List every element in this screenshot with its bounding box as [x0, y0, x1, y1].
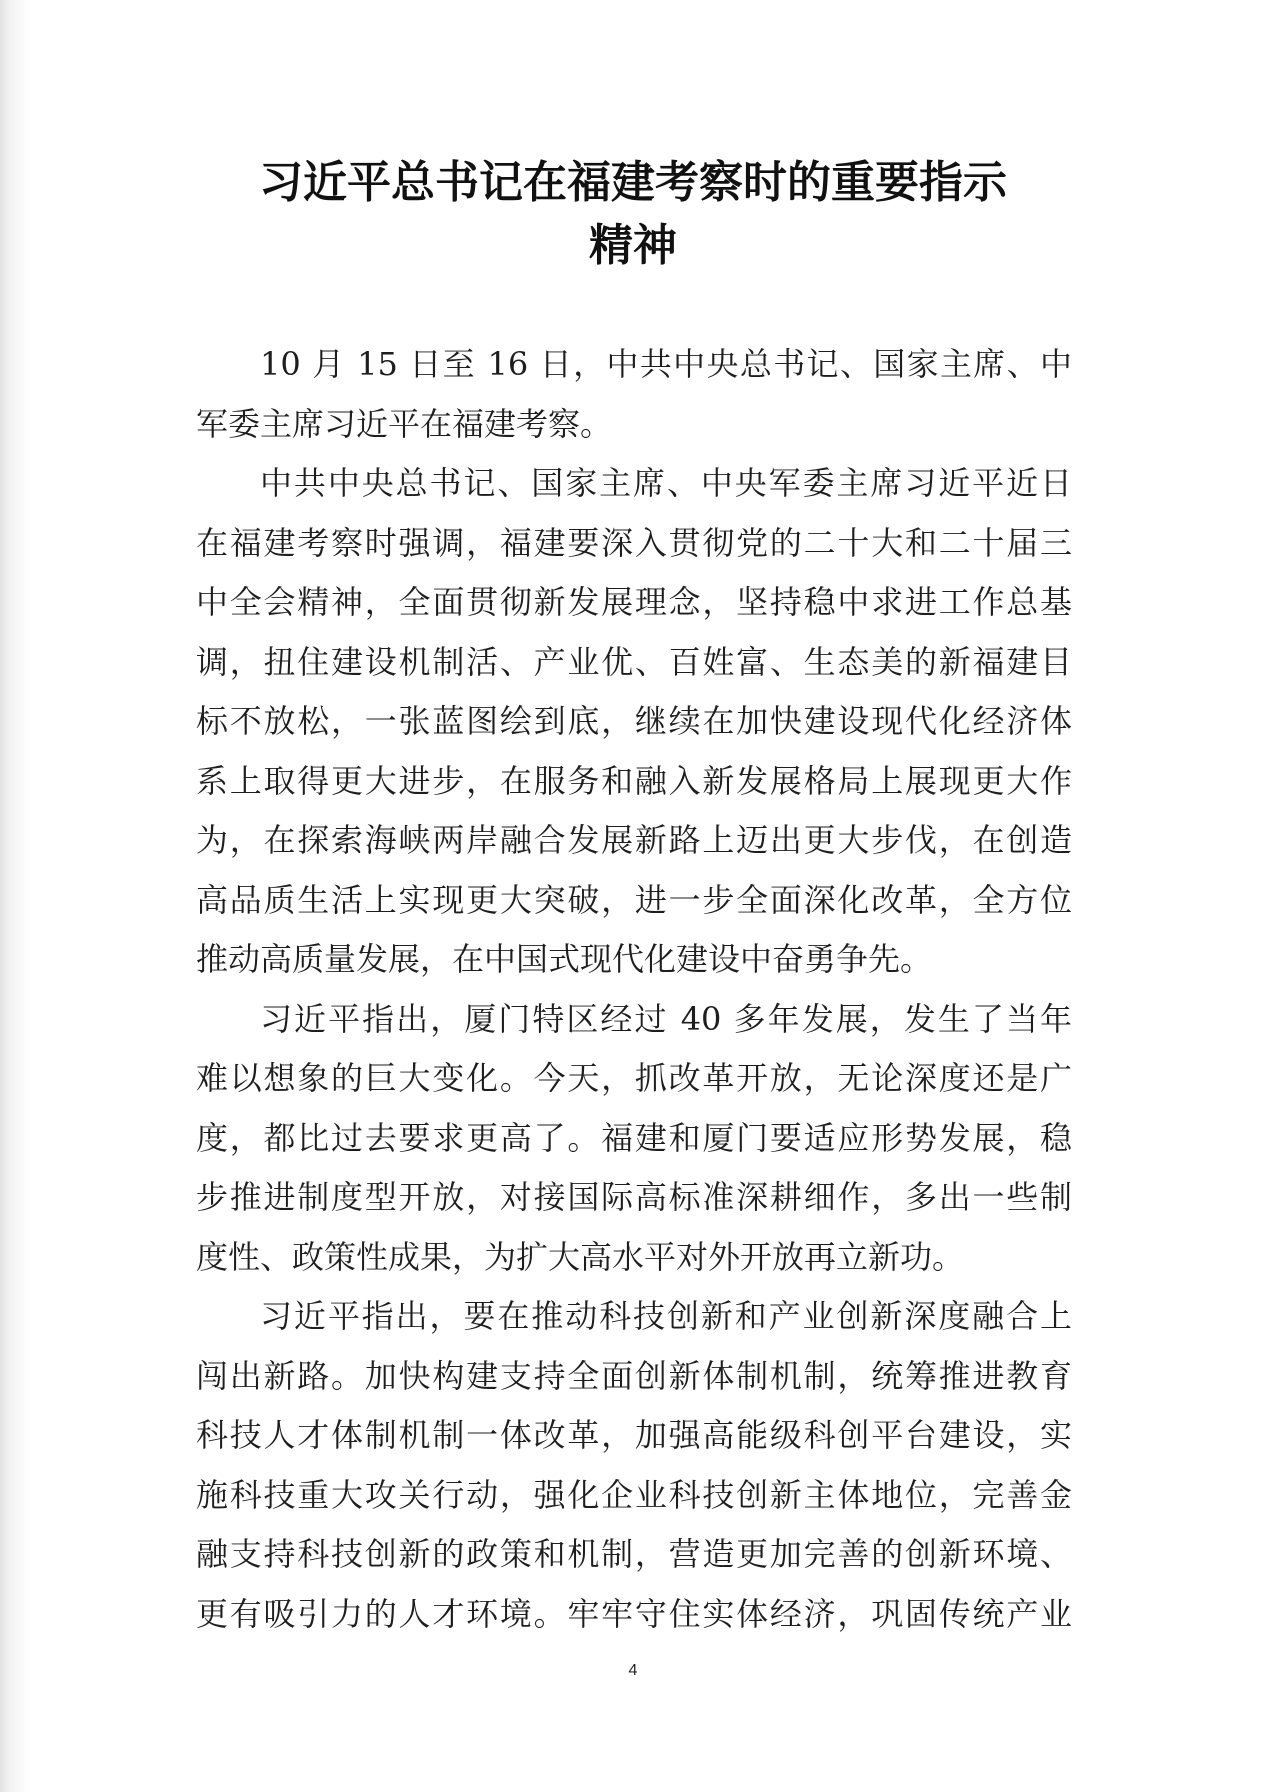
body-line: 度性、政策性成果，为扩大高水平对外开放再立新功。	[196, 1237, 965, 1276]
body-line: 步推进制度型开放，对接国际高标准深耕细作，多出一些制	[196, 1178, 1072, 1216]
body-line: 调，扭住建设机制活、产业优、百姓富、生态美的新福建目	[196, 642, 1072, 681]
document-body	[196, 335, 1072, 1644]
title-line-2: 精神	[589, 220, 677, 271]
body-line: 习近平指出，要在推动科技创新和产业创新深度融合上	[260, 1297, 1072, 1335]
body-line: 闯出新路。加快构建支持全面创新体制机制，统筹推进教育	[196, 1356, 1072, 1395]
body-line: 中全会精神，全面贯彻新发展理念，坚持稳中求进工作总基	[196, 583, 1072, 621]
document-title	[0, 151, 1266, 277]
body-line: 在福建考察时强调，福建要深入贯彻党的二十大和二十届三	[196, 523, 1072, 562]
paragraph-4	[196, 1287, 1072, 1644]
body-line: 科技人才体制机制一体改革，加强高能级科创平台建设，实	[196, 1416, 1072, 1454]
body-line: 推动高质量发展，在中国式现代化建设中奋勇争先。	[196, 940, 933, 978]
body-line: 习近平指出，厦门特区经过 40 多年发展，发生了当年	[260, 999, 1072, 1038]
page-number: 4	[628, 1662, 638, 1679]
body-line: 难以想象的巨大变化。今天，抓改革开放，无论深度还是广	[196, 1059, 1072, 1097]
paragraph-2	[196, 454, 1072, 990]
body-line: 标不放松，一张蓝图绘到底，继续在加快建设现代化经济体	[196, 702, 1072, 740]
body-line: 10 月 15 日至 16 日，中共中央总书记、国家主席、中	[260, 345, 1072, 383]
body-line: 系上取得更大进步，在服务和融入新发展格局上展现更大作	[196, 761, 1072, 800]
body-line: 融支持科技创新的政策和机制，营造更加完善的创新环境、	[196, 1535, 1072, 1573]
body-line: 高品质生活上实现更大突破，进一步全面深化改革，全方位	[196, 880, 1072, 919]
paragraph-3	[196, 990, 1072, 1288]
title-line-1: 习近平总书记在福建考察时的重要指示	[259, 157, 1007, 208]
body-line: 更有吸引力的人才环境。牢牢守住实体经济，巩固传统产业	[196, 1594, 1072, 1633]
body-line: 军委主席习近平在福建考察。	[196, 404, 613, 443]
body-line: 中共中央总书记、国家主席、中央军委主席习近平近日	[260, 464, 1072, 502]
body-line: 度，都比过去要求更高了。福建和厦门要适应形势发展，稳	[196, 1118, 1072, 1157]
body-line: 为，在探索海峡两岸融合发展新路上迈出更大步伐，在创造	[196, 821, 1072, 859]
paragraph-1	[196, 335, 1072, 454]
body-line: 施科技重大攻关行动，强化企业科技创新主体地位，完善金	[196, 1475, 1072, 1514]
